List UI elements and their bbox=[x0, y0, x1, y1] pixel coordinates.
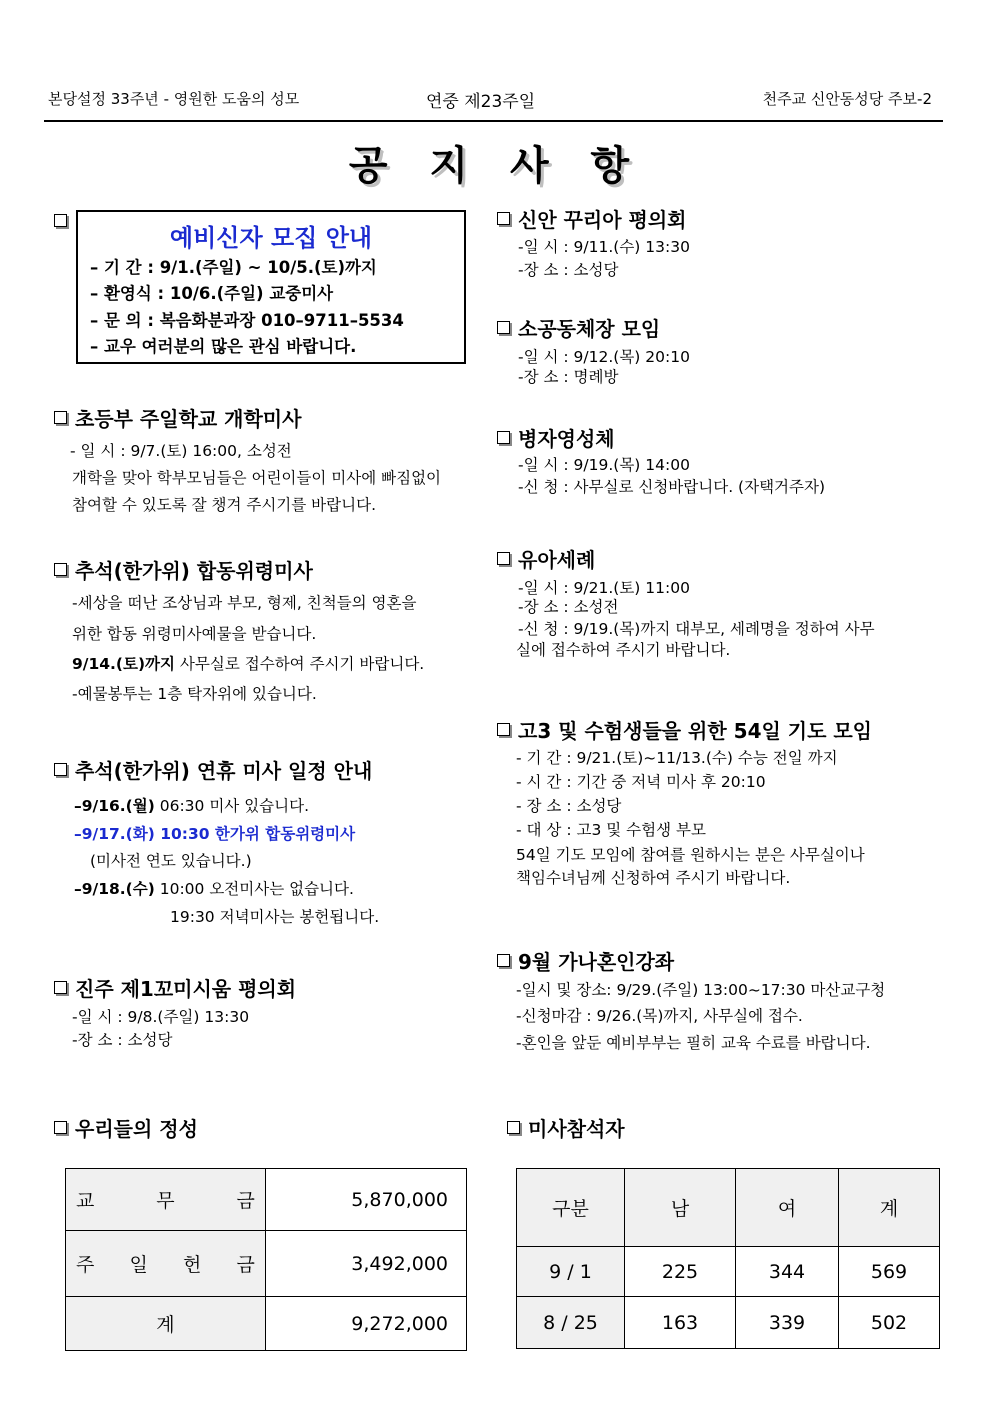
checkbox-icon bbox=[54, 763, 67, 776]
offering-label: 주 일 헌 금 bbox=[66, 1231, 266, 1297]
exam-line: - 장 소 : 소성당 bbox=[516, 797, 622, 815]
curia-line: -장 소 : 소성당 bbox=[518, 261, 619, 279]
checkbox-icon bbox=[507, 1121, 520, 1134]
offering-value: 3,492,000 bbox=[265, 1231, 466, 1297]
exam-line: - 시 간 : 기간 중 저녁 미사 후 20:10 bbox=[516, 773, 766, 791]
infant-line: 실에 접수하여 주시기 바랍니다. bbox=[516, 641, 731, 659]
table-header: 여 bbox=[736, 1169, 839, 1247]
header-rule bbox=[44, 120, 943, 122]
table-cell: 344 bbox=[736, 1247, 839, 1297]
marriage-line: -일시 및 장소: 9/29.(주일) 13:00~17:30 마산교구청 bbox=[516, 981, 886, 999]
infant-line: -일 시 : 9/21.(토) 11:00 bbox=[518, 579, 690, 597]
offering-value: 5,870,000 bbox=[265, 1169, 466, 1231]
table-cell: 225 bbox=[625, 1247, 736, 1297]
section-title-community: 소공동체장 모임 bbox=[497, 313, 660, 342]
school-line: - 일 시 : 9/7.(토) 16:00, 소성전 bbox=[70, 442, 292, 460]
community-line: -장 소 : 명례방 bbox=[518, 368, 619, 386]
holiday-line: –9/17.(화) 10:30 한가위 합동위령미사 bbox=[74, 825, 356, 843]
checkbox-icon bbox=[54, 563, 67, 576]
sick-line: -일 시 : 9/19.(목) 14:00 bbox=[518, 456, 690, 474]
table-cell: 339 bbox=[736, 1297, 839, 1349]
checkbox-icon bbox=[497, 431, 510, 444]
table-row bbox=[66, 1169, 467, 1231]
section-title-memorial: 추석(한가위) 합동위령미사 bbox=[54, 555, 313, 584]
holiday-line: –9/16.(월) 06:30 미사 있습니다. bbox=[74, 797, 310, 815]
table-cell: 502 bbox=[839, 1297, 940, 1349]
table-row bbox=[517, 1247, 940, 1297]
memorial-line: 9/14.(토)까지 사무실로 접수하여 주시기 바랍니다. bbox=[72, 655, 425, 673]
recruit-line: – 문 의 : 복음화분과장 010–9711–5534 bbox=[90, 311, 404, 330]
table-header: 계 bbox=[839, 1169, 940, 1247]
holiday-line: 19:30 저녁미사는 봉헌됩니다. bbox=[170, 908, 380, 926]
checkbox-icon bbox=[497, 552, 510, 565]
checkbox-icon bbox=[497, 723, 510, 736]
section-title-sick: 병자영성체 bbox=[497, 423, 615, 452]
table-header: 남 bbox=[625, 1169, 736, 1247]
jinju-line: -장 소 : 소성당 bbox=[72, 1031, 173, 1049]
checkbox-icon bbox=[54, 214, 67, 227]
recruit-title: 예비신자 모집 안내 bbox=[169, 224, 373, 252]
table-cell: 163 bbox=[625, 1297, 736, 1349]
recruit-box bbox=[76, 210, 466, 364]
infant-line: -신 청 : 9/19.(목)까지 대부모, 세례명을 정하여 사무 bbox=[518, 620, 875, 638]
exam-line: - 대 상 : 고3 및 수험생 부모 bbox=[516, 821, 706, 839]
checkbox-icon bbox=[54, 411, 67, 424]
header-right: 천주교 신안동성당 주보-2 bbox=[762, 90, 932, 108]
memorial-line: 위한 합동 위령미사예물을 받습니다. bbox=[72, 625, 317, 643]
table-cell: 569 bbox=[839, 1247, 940, 1297]
exam-line: 54일 기도 모임에 참여를 원하시는 분은 사무실이나 bbox=[516, 846, 865, 864]
jinju-line: -일 시 : 9/8.(주일) 13:30 bbox=[72, 1008, 250, 1026]
memorial-line: -예물봉투는 1층 탁자위에 있습니다. bbox=[72, 685, 317, 703]
section-title-infant: 유아세례 bbox=[497, 544, 595, 573]
offering-table bbox=[65, 1168, 467, 1351]
checkbox-icon bbox=[54, 1121, 67, 1134]
section-title-curia: 신안 꾸리아 평의회 bbox=[497, 204, 687, 233]
section-title-holiday: 추석(한가위) 연휴 미사 일정 안내 bbox=[54, 755, 372, 784]
marriage-line: -신청마감 : 9/26.(목)까지, 사무실에 접수. bbox=[516, 1007, 803, 1025]
infant-line: -장 소 : 소성전 bbox=[518, 598, 619, 616]
table-cell: 9 / 1 bbox=[517, 1247, 625, 1297]
exam-line: 책임수녀님께 신청하여 주시기 바랍니다. bbox=[516, 869, 791, 887]
table-header: 구분 bbox=[517, 1169, 625, 1247]
table-cell: 8 / 25 bbox=[517, 1297, 625, 1349]
header-left: 본당설정 33주년 - 영원한 도움의 성모 bbox=[48, 90, 300, 108]
school-line: 개학을 맞아 학부모님들은 어린이들이 미사에 빠짐없이 bbox=[72, 469, 442, 487]
curia-line: -일 시 : 9/11.(수) 13:30 bbox=[518, 238, 690, 256]
table-row bbox=[66, 1231, 467, 1297]
recruit-line: – 교우 여러분의 많은 관심 바랍니다. bbox=[90, 337, 357, 356]
recruit-line: – 기 간 : 9/1.(주일) ~ 10/5.(토)까지 bbox=[90, 258, 377, 277]
offering-label: 교 무 금 bbox=[66, 1169, 266, 1231]
school-line: 참여할 수 있도록 잘 챙겨 주시기를 바랍니다. bbox=[72, 496, 377, 514]
checkbox-icon bbox=[497, 954, 510, 967]
exam-line: - 기 간 : 9/21.(토)~11/13.(수) 수능 전일 까지 bbox=[516, 749, 838, 767]
sick-line: -신 청 : 사무실로 신청바랍니다. (자택거주자) bbox=[518, 478, 826, 496]
marriage-line: -혼인을 앞둔 예비부부는 필히 교육 수료를 바랍니다. bbox=[516, 1034, 871, 1052]
section-title-attendance: 미사참석자 bbox=[507, 1113, 625, 1142]
community-line: -일 시 : 9/12.(목) 20:10 bbox=[518, 348, 690, 366]
attendance-table bbox=[516, 1168, 940, 1349]
offering-label: 계 bbox=[66, 1297, 266, 1351]
header-center: 연중 제23주일 bbox=[426, 92, 536, 112]
section-title-jinju: 진주 제1꼬미시움 평의회 bbox=[54, 973, 296, 1002]
section-title-exam: 고3 및 수험생들을 위한 54일 기도 모임 bbox=[497, 715, 872, 744]
section-title-school: 초등부 주일학교 개학미사 bbox=[54, 403, 301, 432]
table-row bbox=[517, 1297, 940, 1349]
offering-value: 9,272,000 bbox=[265, 1297, 466, 1351]
section-title-offering: 우리들의 정성 bbox=[54, 1113, 198, 1142]
holiday-line: (미사전 연도 있습니다.) bbox=[90, 852, 252, 870]
checkbox-icon bbox=[54, 981, 67, 994]
table-header-row bbox=[517, 1169, 940, 1247]
memorial-line: -세상을 떠난 조상님과 부모, 형제, 친척들의 영혼을 bbox=[72, 594, 417, 612]
table-row bbox=[66, 1297, 467, 1351]
recruit-line: – 환영식 : 10/6.(주일) 교중미사 bbox=[90, 284, 334, 303]
holiday-line: –9/18.(수) 10:00 오전미사는 없습니다. bbox=[74, 880, 354, 898]
page-title: 공 지 사 항 bbox=[348, 143, 644, 189]
section-title-marriage: 9월 가나혼인강좌 bbox=[497, 946, 674, 975]
checkbox-icon bbox=[497, 321, 510, 334]
checkbox-icon bbox=[497, 212, 510, 225]
